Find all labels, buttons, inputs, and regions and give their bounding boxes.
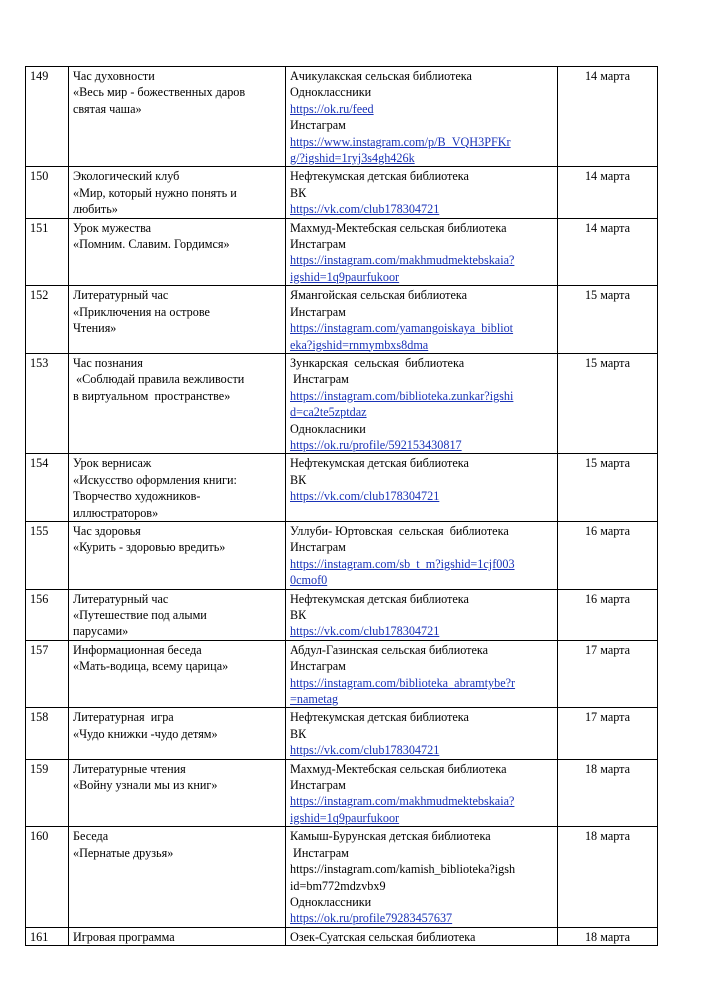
row-number: 160 xyxy=(26,827,69,927)
event-date: 15 марта xyxy=(558,286,658,354)
venue-link[interactable]: https://instagram.com/yamangoiskaya_bibliot xyxy=(290,321,514,336)
venue-cell xyxy=(286,286,558,354)
venue-text: ВК xyxy=(290,608,307,622)
venue-text: ВК xyxy=(290,185,307,200)
event-date: 18 марта xyxy=(558,927,658,945)
table-row xyxy=(26,286,658,354)
event-title-line: Беседа xyxy=(73,829,109,844)
event-date: 15 марта xyxy=(558,353,658,453)
event-title-cell xyxy=(69,827,286,927)
venue-text: Озек-Суатская сельская библиотека xyxy=(290,929,476,944)
event-title-line: «Приключения на острове xyxy=(73,304,210,319)
event-title-line: парусами» xyxy=(73,624,129,639)
event-title-line: «Весь мир - божественных даров xyxy=(73,85,246,100)
venue-link[interactable]: g/?igshid=1ryj3s4gh426k xyxy=(290,151,415,166)
venue-text: Одноклассники xyxy=(290,894,372,909)
event-title-line: святая чаша» xyxy=(73,101,142,116)
event-date: 14 марта xyxy=(558,167,658,218)
venue-text: Инстаграм xyxy=(290,778,346,793)
venue-text: Уллуби- Юртовская сельская библиотека xyxy=(290,523,509,538)
venue-link[interactable]: https://instagram.com/makhmudmektebskaia? xyxy=(290,253,515,268)
venue-link[interactable]: https://www.instagram.com/p/B_VQH3PFKr xyxy=(290,134,511,149)
event-title-cell xyxy=(69,67,286,167)
event-title-line: «Курить - здоровью вредить» xyxy=(73,540,226,555)
table-row xyxy=(26,827,658,927)
event-title-line: «Соблюдай правила вежливости xyxy=(73,372,245,387)
venue-text: Зункарская сельская библиотека xyxy=(290,355,465,370)
venue-link[interactable]: 0cmof0 xyxy=(290,573,328,588)
venue-cell xyxy=(286,640,558,708)
event-title-cell xyxy=(69,521,286,589)
venue-text: Одноклассники xyxy=(290,85,372,100)
event-date: 17 марта xyxy=(558,640,658,708)
event-title-line: Чтения» xyxy=(73,321,117,336)
row-number: 155 xyxy=(26,521,69,589)
event-title-line: любить» xyxy=(73,202,118,217)
venue-cell xyxy=(286,708,558,759)
event-title-line: «Путешествие под алыми xyxy=(73,608,207,622)
event-title-cell xyxy=(69,927,286,945)
venue-link[interactable]: igshid=1q9paurfukoor xyxy=(290,269,400,284)
table-row xyxy=(26,927,658,945)
venue-cell xyxy=(286,218,558,286)
event-title-line: Литературный час xyxy=(73,288,169,303)
event-title-line: «Пернатые друзья» xyxy=(73,845,174,860)
event-title-cell xyxy=(69,353,286,453)
venue-link[interactable]: =nametag xyxy=(290,692,339,707)
row-number: 161 xyxy=(26,927,69,945)
event-title-cell xyxy=(69,286,286,354)
venue-link[interactable]: igshid=1q9paurfukoor xyxy=(290,810,400,825)
venue-text: Нефтекумская детская библиотека xyxy=(290,169,469,184)
row-number: 151 xyxy=(26,218,69,286)
venue-link[interactable]: https://ok.ru/feed xyxy=(290,101,374,116)
row-number: 154 xyxy=(26,454,69,522)
table-row xyxy=(26,167,658,218)
venue-url-text: https://instagram.com/kamish_biblioteka?igsh xyxy=(290,862,516,877)
event-date: 16 марта xyxy=(558,521,658,589)
event-title-line: в виртуальном пространстве» xyxy=(73,388,231,403)
event-date: 18 марта xyxy=(558,759,658,827)
event-title-line: Литературные чтения xyxy=(73,761,186,776)
venue-link[interactable]: https://ok.ru/profile79283457637 xyxy=(290,911,453,926)
table-row xyxy=(26,454,658,522)
table-row xyxy=(26,353,658,453)
venue-cell xyxy=(286,827,558,927)
event-title-line: Литературная игра xyxy=(73,710,174,725)
table-row xyxy=(26,218,658,286)
venue-text: Однокласники xyxy=(290,421,366,436)
event-title-line: «Мать-водица, всему царица» xyxy=(73,659,229,674)
table-row xyxy=(26,67,658,167)
venue-link[interactable]: https://instagram.com/makhmudmektebskaia? xyxy=(290,794,515,809)
event-date: 15 марта xyxy=(558,454,658,522)
row-number: 158 xyxy=(26,708,69,759)
event-date: 18 марта xyxy=(558,827,658,927)
venue-text: ВК xyxy=(290,726,307,741)
venue-link[interactable]: https://instagram.com/biblioteka_abramtybe?r xyxy=(290,675,516,690)
venue-cell xyxy=(286,67,558,167)
table-row xyxy=(26,589,658,640)
event-date: 14 марта xyxy=(558,218,658,286)
event-title-cell xyxy=(69,454,286,522)
venue-link[interactable]: https://instagram.com/biblioteka.zunkar?igshi xyxy=(290,388,514,403)
venue-text: Инстаграм xyxy=(290,540,346,555)
venue-link[interactable]: d=ca2te5zptdaz xyxy=(290,405,367,420)
event-title-line: Творчество художников- xyxy=(73,489,201,504)
table-row xyxy=(26,759,658,827)
row-number: 156 xyxy=(26,589,69,640)
row-number: 149 xyxy=(26,67,69,167)
event-title-line: «Искусство оформления книги: xyxy=(73,472,237,487)
venue-text: Инстаграм xyxy=(290,845,349,860)
venue-url-text: id=bm772mdzvbx9 xyxy=(290,878,386,893)
event-title-line: иллюстраторов» xyxy=(73,505,159,520)
event-title-line: Час здоровья xyxy=(73,523,141,538)
event-title-line: «Чудо книжки -чудо детям» xyxy=(73,726,218,741)
event-title-line: «Мир, который нужно понять и xyxy=(73,185,237,200)
venue-cell xyxy=(286,353,558,453)
row-number: 153 xyxy=(26,353,69,453)
venue-text: Инстаграм xyxy=(290,304,346,319)
event-title-cell xyxy=(69,589,286,640)
venue-cell xyxy=(286,927,558,945)
event-date: 14 марта xyxy=(558,67,658,167)
event-title-cell xyxy=(69,759,286,827)
venue-text: Инстаграм xyxy=(290,659,346,674)
venue-link[interactable]: https://vk.com/club178304721 xyxy=(290,202,440,217)
table-row xyxy=(26,521,658,589)
row-number: 152 xyxy=(26,286,69,354)
venue-link[interactable]: https://vk.com/club178304721 xyxy=(290,489,440,504)
events-table-body xyxy=(26,67,658,946)
row-number: 157 xyxy=(26,640,69,708)
venue-cell xyxy=(286,521,558,589)
row-number: 159 xyxy=(26,759,69,827)
venue-text: Абдул-Газинская сельская библиотека xyxy=(290,642,489,657)
event-title-cell xyxy=(69,218,286,286)
events-table xyxy=(25,66,658,946)
venue-text: Инстаграм xyxy=(290,237,346,252)
venue-text: Махмуд-Мектебская сельская библиотека xyxy=(290,761,507,776)
venue-text: Нефтекумская детская библиотека xyxy=(290,710,469,725)
event-title-line: Урок вернисаж xyxy=(73,456,152,471)
event-date: 16 марта xyxy=(558,589,658,640)
event-title-line: Экологический клуб xyxy=(73,169,180,184)
venue-text: Нефтекумская детская библиотека xyxy=(290,591,469,606)
venue-link[interactable]: https://vk.com/club178304721 xyxy=(290,624,440,639)
event-title-line: «Помним. Славим. Гордимся» xyxy=(73,237,230,252)
venue-link[interactable]: https://vk.com/club178304721 xyxy=(290,743,440,758)
venue-text: Инстаграм xyxy=(290,372,349,387)
venue-text: Камыш-Бурунская детская библиотека xyxy=(290,829,491,844)
venue-text: Ямангойская сельская библиотека xyxy=(290,288,468,303)
event-title-line: Час познания xyxy=(73,355,143,370)
event-title-line: Урок мужества xyxy=(73,220,152,235)
event-title-line: «Войну узнали мы из книг» xyxy=(73,778,218,793)
venue-text: Инстаграм xyxy=(290,118,346,133)
event-title-line: Информационная беседа xyxy=(73,642,202,657)
venue-text: Махмуд-Мектебская сельская библиотека xyxy=(290,220,507,235)
event-title-line: Игровая программа xyxy=(73,929,175,944)
venue-cell xyxy=(286,454,558,522)
event-date: 17 марта xyxy=(558,708,658,759)
venue-cell xyxy=(286,589,558,640)
event-title-cell xyxy=(69,167,286,218)
row-number: 150 xyxy=(26,167,69,218)
venue-link[interactable]: https://instagram.com/sb_t_m?igshid=1cjf003 xyxy=(290,556,515,571)
venue-link[interactable]: https://ok.ru/profile/592153430817 xyxy=(290,437,462,452)
event-title-cell xyxy=(69,640,286,708)
venue-link[interactable]: eka?igshid=rnmymbxs8dma xyxy=(290,337,429,352)
venue-text: ВК xyxy=(290,472,307,487)
venue-text: Нефтекумская детская библиотека xyxy=(290,456,469,471)
table-row xyxy=(26,708,658,759)
venue-cell xyxy=(286,167,558,218)
event-title-cell xyxy=(69,708,286,759)
event-title-line: Час духовности xyxy=(73,69,155,83)
table-row xyxy=(26,640,658,708)
event-title-line: Литературный час xyxy=(73,591,169,606)
venue-cell xyxy=(286,759,558,827)
venue-text: Ачикулакская сельская библиотека xyxy=(290,69,472,83)
